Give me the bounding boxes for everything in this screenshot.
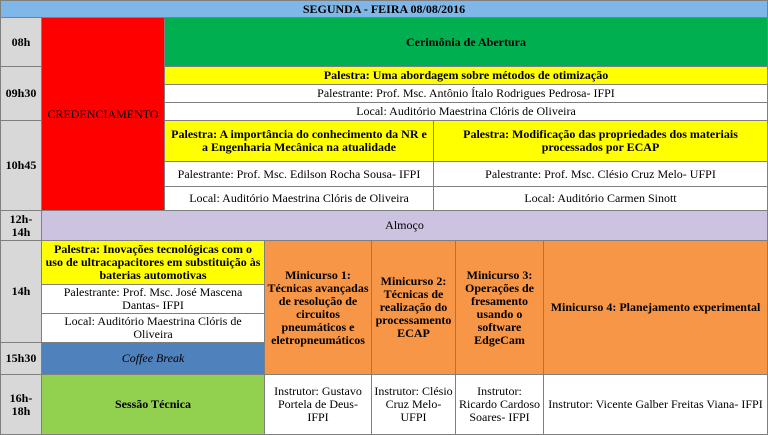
palestra2-location: Local: Auditório Maestrina Clóris de Oliveira bbox=[164, 186, 434, 211]
palestra4-speaker: Palestrante: Prof. Msc. José Mascena Dantas- IFPI bbox=[41, 284, 265, 314]
minicurso4-title: Minicurso 4: Planejamento experimental bbox=[543, 240, 768, 375]
credenciamento-block: CREDENCIAMENTO bbox=[41, 17, 165, 211]
minicurso1-instructor: Instrutor: Gustavo Portela de Deus- IFPI bbox=[264, 374, 372, 435]
time-12h-14h: 12h- 14h bbox=[0, 210, 42, 241]
time-08h: 08h bbox=[0, 17, 42, 67]
palestra3-speaker: Palestrante: Prof. Msc. Clésio Cruz Melo- UFPI bbox=[433, 161, 768, 187]
palestra4-title: Palestra: Inovações tecnológicas com o uso de ultracapacitores em substituição às baterias automotivas bbox=[41, 240, 265, 285]
palestra2-speaker: Palestrante: Prof. Msc. Edilson Rocha Sousa- IFPI bbox=[164, 161, 434, 187]
palestra3-title: Palestra: Modificação das propriedades dos materiais processados por ECAP bbox=[433, 120, 768, 162]
palestra4-location: Local: Auditório Maestrina Clóris de Oliveira bbox=[41, 313, 265, 343]
coffee-break-block: Coffee Break bbox=[41, 342, 265, 375]
palestra2-title: Palestra: A importância do conhecimento da NR e a Engenharia Mecânica na atualidade bbox=[164, 120, 434, 162]
abertura-block: Cerimônia de Abertura bbox=[164, 17, 768, 67]
time-15h30: 15h30 bbox=[0, 342, 42, 375]
sessao-tecnica-block: Sessão Técnica bbox=[41, 374, 265, 435]
minicurso1-title: Minicurso 1: Técnicas avançadas de resolução de circuitos pneumáticos e eletropneumáticos bbox=[264, 240, 372, 375]
palestra1-location: Local: Auditório Maestrina Clóris de Oliveira bbox=[164, 102, 768, 121]
minicurso3-instructor: Instrutor: Ricardo Cardoso Soares- IFPI bbox=[455, 374, 544, 435]
palestra1-title: Palestra: Uma abordagem sobre métodos de otimização bbox=[164, 66, 768, 85]
minicurso2-instructor: Instrutor: Clésio Cruz Melo- UFPI bbox=[371, 374, 456, 435]
time-10h45: 10h45 bbox=[0, 120, 42, 211]
minicurso2-title: Minicurso 2: Técnicas de realização do processamento ECAP bbox=[371, 240, 456, 375]
minicurso4-instructor: Instrutor: Vicente Galber Freitas Viana- IFPI bbox=[543, 374, 768, 435]
palestra3-location: Local: Auditório Carmen Sinott bbox=[433, 186, 768, 211]
time-09h30: 09h30 bbox=[0, 66, 42, 121]
almoco-block: Almoço bbox=[41, 210, 768, 241]
palestra1-speaker: Palestrante: Prof. Msc. Antônio Ítalo Rodrigues Pedrosa- IFPI bbox=[164, 84, 768, 103]
time-16h-18h: 16h- 18h bbox=[0, 374, 42, 435]
time-14h: 14h bbox=[0, 240, 42, 343]
minicurso3-title: Minicurso 3: Operações de fresamento usando o software EdgeCam bbox=[455, 240, 544, 375]
table-header: SEGUNDA - FEIRA 08/08/2016 bbox=[0, 0, 768, 18]
